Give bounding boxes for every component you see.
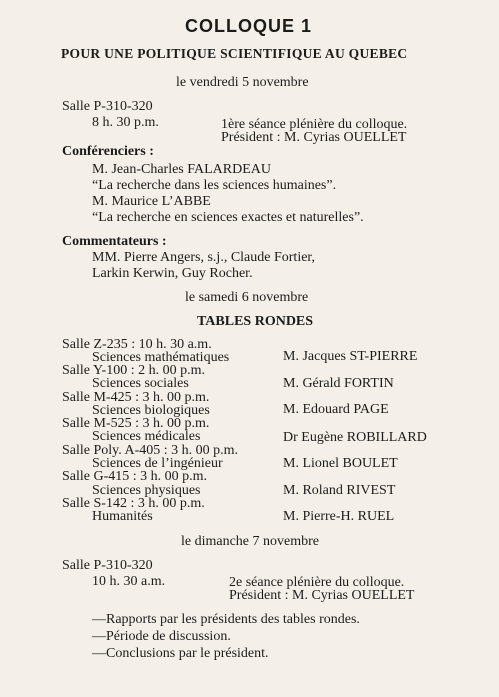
- commentators-line-1: MM. Pierre Angers, s.j., Claude Fortier,: [92, 250, 316, 265]
- table-room: Salle Y-100 : 2 h. 00 p.m.: [62, 363, 205, 378]
- closing-item: —Rapports par les présidents des tables rondes.: [92, 612, 360, 627]
- day1-date: le vendredi 5 novembre: [176, 75, 309, 90]
- closing-item: —Conclusions par le président.: [92, 646, 269, 661]
- table-chair: M. Edouard PAGE: [283, 402, 389, 417]
- table-topic: Humanités: [92, 509, 153, 524]
- table-room: Salle M-525 : 3 h. 00 p.m.: [62, 416, 210, 431]
- table-room: Salle S-142 : 3 h. 00 p.m.: [62, 496, 205, 511]
- page-title: COLLOQUE 1: [185, 16, 313, 36]
- table-topic: Sciences physiques: [92, 483, 201, 498]
- day3-room: Salle P-310-320: [62, 558, 153, 573]
- table-topic: Sciences médicales: [92, 429, 201, 444]
- speaker1-name: M. Jean-Charles FALARDEAU: [92, 162, 271, 177]
- speaker1-talk: “La recherche dans les sciences humaines”.: [92, 178, 337, 193]
- table-chair: M. Lionel BOULET: [283, 456, 398, 471]
- closing-item: —Période de discussion.: [92, 629, 231, 644]
- commentators-heading: Commentateurs :: [62, 234, 167, 249]
- table-topic: Sciences de l’ingénieur: [92, 456, 223, 471]
- table-topic: Sciences biologiques: [92, 403, 210, 418]
- table-topic: Sciences mathématiques: [92, 350, 230, 365]
- speaker2-name: M. Maurice L’ABBE: [92, 194, 211, 209]
- table-room: Salle Z-235 : 10 h. 30 a.m.: [62, 337, 212, 352]
- day1-session: 1ère séance plénière du colloque.: [221, 117, 408, 132]
- page-subtitle: POUR UNE POLITIQUE SCIENTIFIQUE AU QUEBEC: [61, 46, 408, 61]
- table-chair: M. Roland RIVEST: [283, 483, 396, 498]
- table-chair: M. Jacques ST-PIERRE: [283, 349, 418, 364]
- table-room: Salle G-415 : 3 h. 00 p.m.: [62, 469, 208, 484]
- table-chair: M. Pierre-H. RUEL: [283, 509, 395, 524]
- table-chair: M. Gérald FORTIN: [283, 376, 394, 391]
- day2-date: le samedi 6 novembre: [185, 290, 309, 305]
- day1-time: 8 h. 30 p.m.: [92, 115, 159, 130]
- table-room: Salle M-425 : 3 h. 00 p.m.: [62, 390, 210, 405]
- speakers-heading: Conférenciers :: [62, 144, 154, 159]
- table-chair: Dr Eugène ROBILLARD: [283, 430, 427, 445]
- day3-date: le dimanche 7 novembre: [181, 534, 320, 549]
- day3-president: Président : M. Cyrias OUELLET: [229, 588, 415, 603]
- table-room: Salle Poly. A-405 : 3 h. 00 p.m.: [62, 443, 239, 458]
- day1-room: Salle P-310-320: [62, 99, 153, 114]
- speaker2-talk: “La recherche en sciences exactes et naturelles”.: [92, 210, 364, 225]
- day3-time: 10 h. 30 a.m.: [92, 574, 166, 589]
- commentators-line-2: Larkin Kerwin, Guy Rocher.: [92, 266, 253, 281]
- table-topic: Sciences sociales: [92, 376, 189, 391]
- day3-session: 2e séance plénière du colloque.: [229, 575, 405, 590]
- round-tables-heading: TABLES RONDES: [197, 314, 314, 329]
- day1-president: Président : M. Cyrias OUELLET: [221, 130, 407, 145]
